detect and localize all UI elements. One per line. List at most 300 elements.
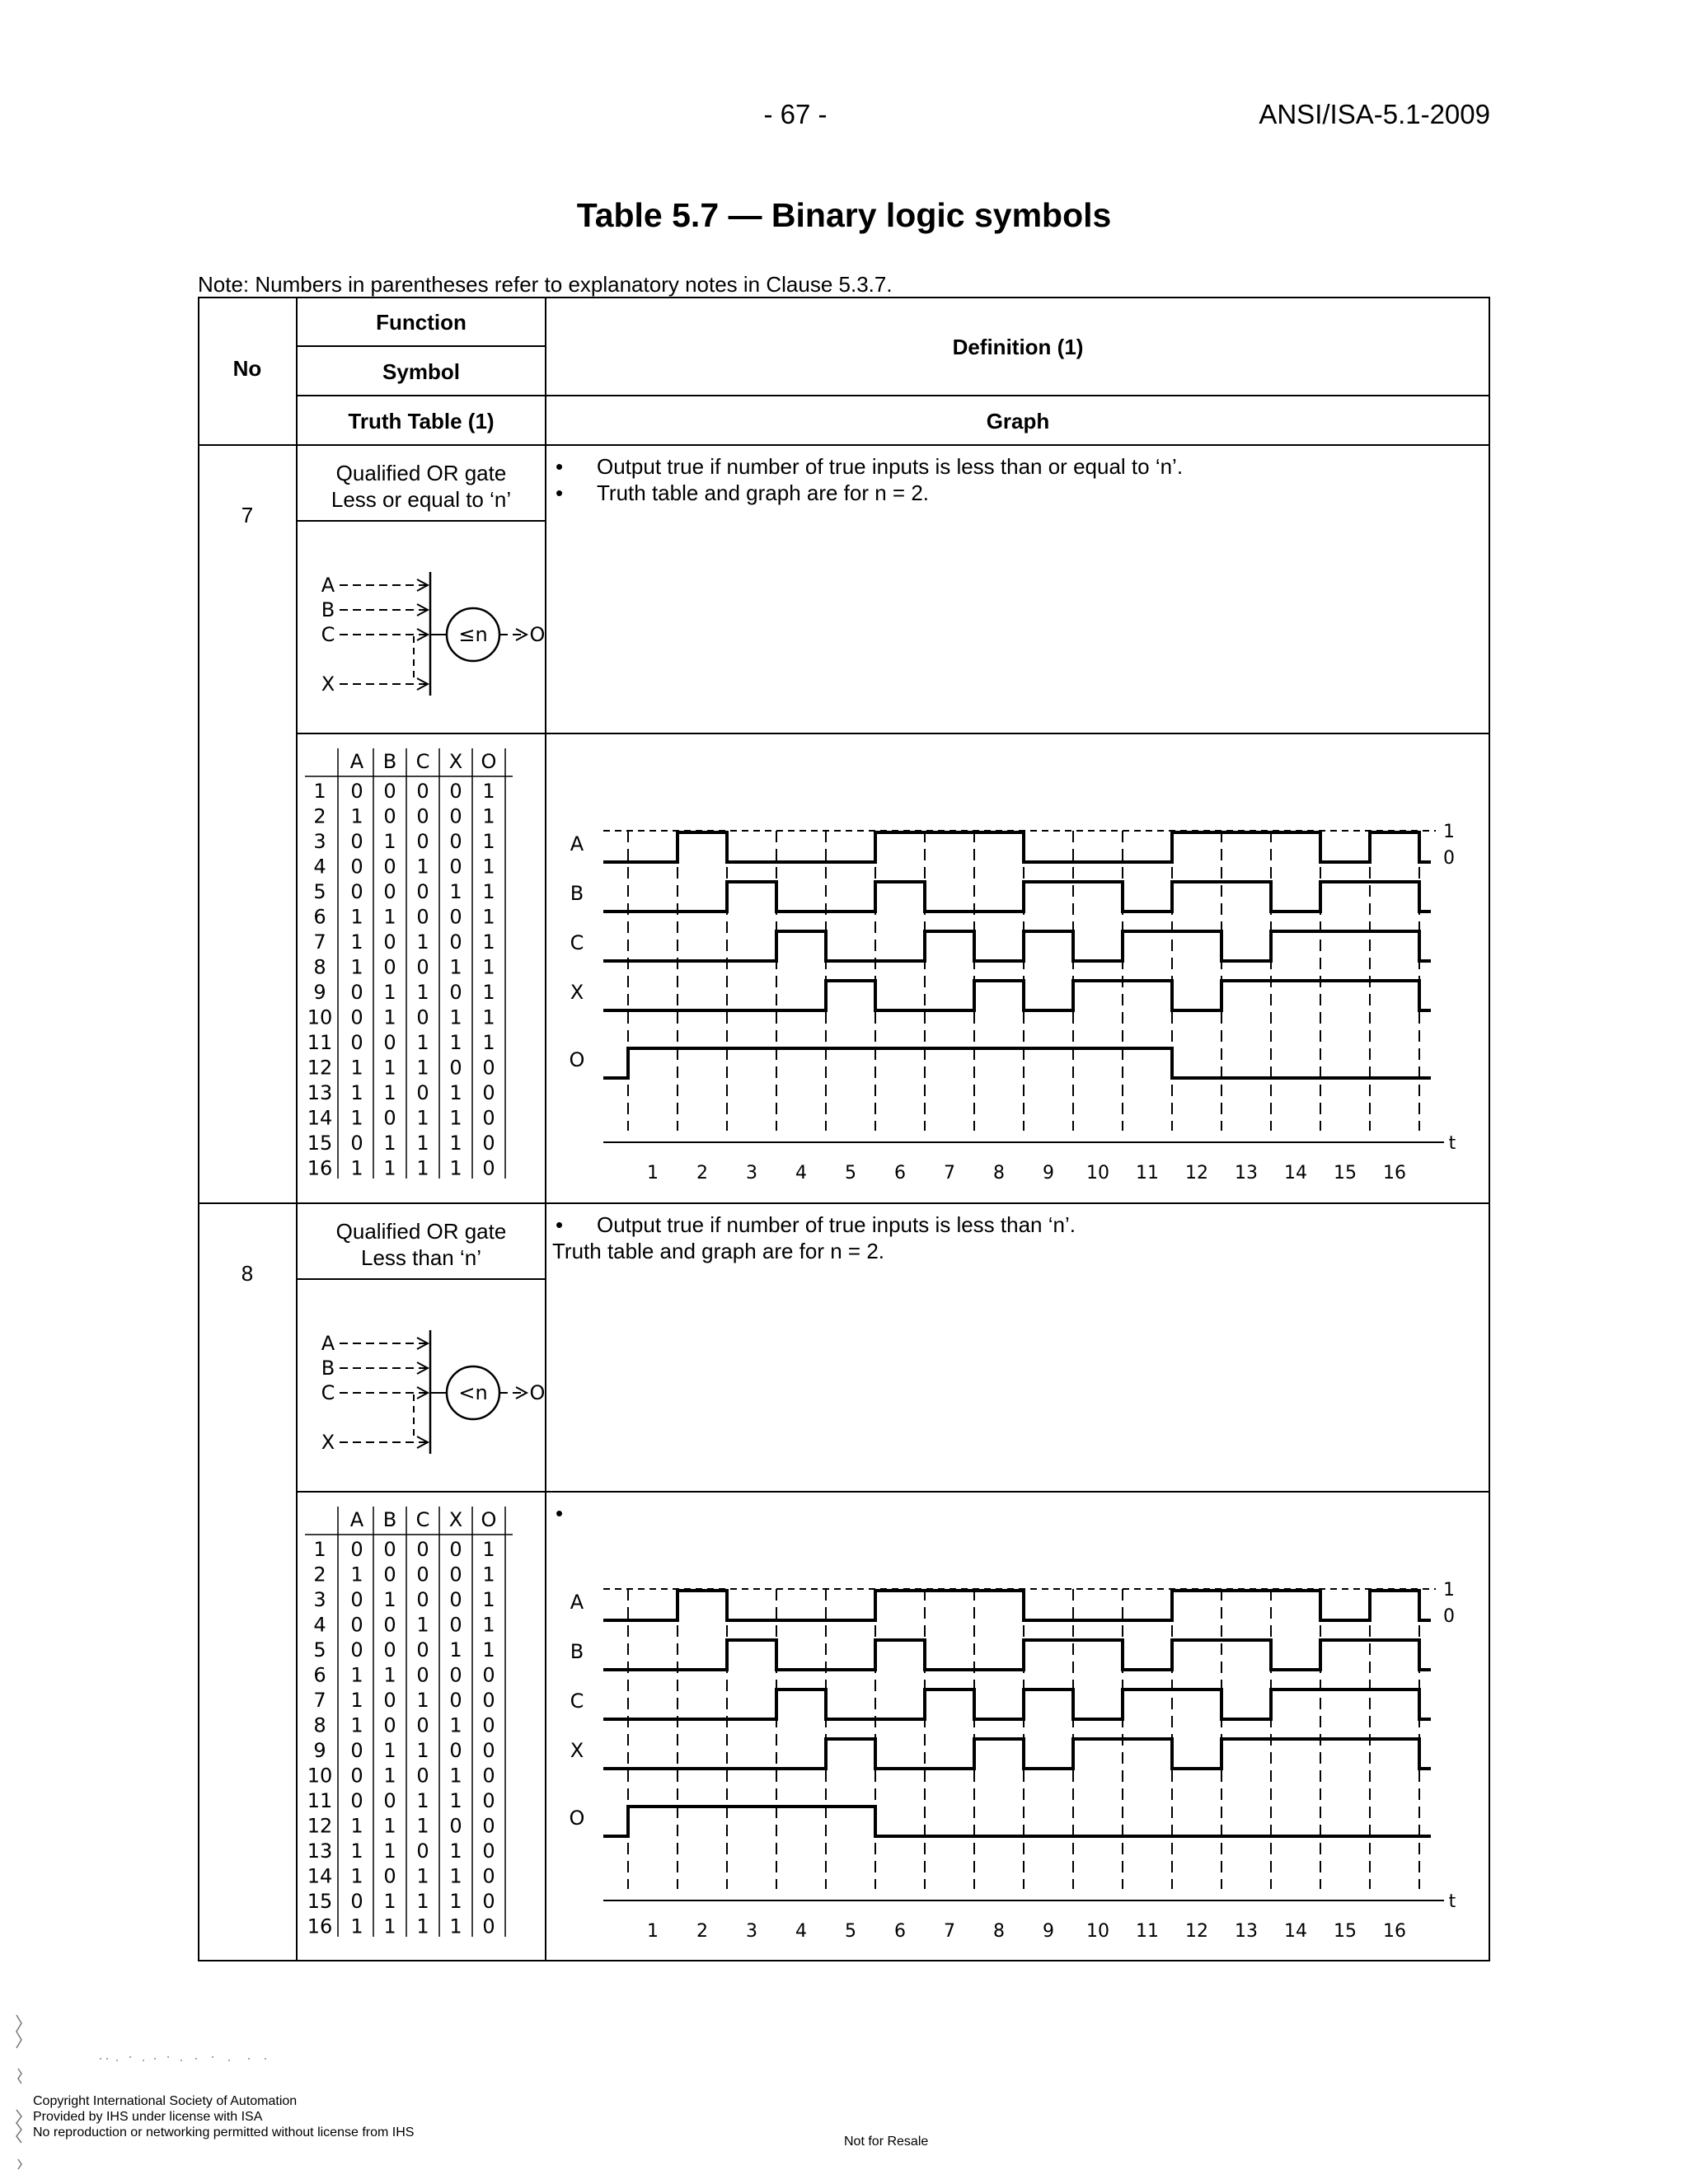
truth-cell: 0 [416,880,429,903]
truth-table [297,1492,546,1961]
truth-cell: 0 [449,855,462,879]
truth-cell: 1 [416,1739,429,1762]
truth-cell: 1 [383,1132,396,1155]
truth-cell: 1 [482,1588,495,1611]
truth-cell: 0 [416,1081,429,1104]
signal-label: B [570,1640,584,1663]
truth-cell: 0 [416,1764,429,1788]
time-step-label: 7 [944,1163,955,1183]
truth-cell: 0 [482,1106,495,1130]
truth-row-index: 6 [313,905,326,929]
output-label: O [529,1381,546,1404]
time-step-label: 4 [795,1163,807,1183]
truth-row-index: 9 [313,981,326,1004]
truth-cell: 0 [350,1588,363,1611]
truth-row-index: 2 [313,1563,326,1586]
truth-cell: 1 [383,1764,396,1788]
truth-cell: 0 [449,804,462,828]
truth-cell: 1 [383,1156,396,1180]
truth-row-index: 9 [313,1739,326,1762]
truth-cell: 0 [383,780,396,803]
truth-cell: 1 [350,955,363,979]
truth-cell: 0 [482,1689,495,1712]
time-step-label: 3 [746,1163,757,1183]
column-header-no: No [232,356,262,381]
truth-cell: 0 [383,880,396,903]
truth-cell: 1 [416,1106,429,1130]
truth-header-cell: C [415,750,430,773]
truth-header-cell: C [415,1508,430,1531]
truth-row-index: 4 [313,855,326,879]
truth-cell: 1 [449,1638,462,1661]
truth-cell: 1 [383,1081,396,1104]
truth-cell: 0 [350,830,363,853]
truth-cell: 0 [416,1538,429,1561]
truth-cell: 1 [383,1915,396,1938]
truth-cell: 1 [416,981,429,1004]
truth-cell: 1 [482,780,495,803]
truth-row-index: 12 [307,1814,333,1838]
signal-label: X [570,981,584,1004]
truth-cell: 0 [482,1132,495,1155]
truth-cell: 0 [416,905,429,929]
truth-cell: 1 [449,1132,462,1155]
definition-list [549,453,1480,506]
definition-item: • Truth table and graph are for n = 2. [549,480,1480,506]
truth-cell: 0 [383,1713,396,1737]
input-label: A [321,1332,335,1355]
time-step-label: 4 [795,1921,807,1942]
truth-row-index: 1 [313,1538,326,1561]
truth-row-index: 4 [313,1613,326,1637]
time-step-label: 14 [1284,1163,1307,1183]
truth-cell: 0 [416,1840,429,1863]
truth-cell: 0 [482,1663,495,1687]
time-step-label: 5 [845,1921,856,1942]
row-number: 8 [241,1261,254,1286]
truth-row-index: 7 [313,930,326,954]
truth-cell: 0 [383,1538,396,1561]
truth-cell: 1 [482,880,495,903]
time-step-label: 8 [993,1921,1005,1942]
time-step-label: 9 [1043,1163,1054,1183]
low-level-label: 0 [1443,848,1455,869]
truth-cell: 0 [383,1689,396,1712]
signal-label: C [570,931,584,954]
column-header-symbol: Symbol [382,359,460,384]
truth-cell: 1 [482,981,495,1004]
truth-header-cell: X [448,750,463,773]
high-level-label: 1 [1443,822,1455,842]
truth-header-cell: X [448,1508,463,1531]
binary-logic-table [198,297,1490,1961]
truth-cell: 1 [383,1739,396,1762]
truth-cell: 1 [383,1663,396,1687]
function-line: Qualified OR gate [335,1219,507,1244]
time-step-label: 3 [746,1921,757,1942]
waveform-a [603,832,1431,862]
timing-graph [546,1492,1490,1961]
truth-cell: 1 [482,830,495,853]
time-step-label: 16 [1383,1921,1406,1942]
truth-row-index: 7 [313,1689,326,1712]
truth-cell: 1 [416,1789,429,1812]
truth-table [297,733,546,1203]
truth-cell: 0 [416,1005,429,1029]
truth-cell: 1 [416,1890,429,1913]
function-line: Less or equal to ‘n’ [331,487,512,512]
waveform-b [603,1640,1431,1670]
truth-cell: 1 [416,1056,429,1080]
time-step-label: 11 [1136,1163,1159,1183]
truth-cell: 1 [449,1840,462,1863]
truth-cell: 1 [416,1031,429,1054]
truth-header-cell: B [382,1508,397,1531]
truth-cell: 1 [482,804,495,828]
truth-cell: 0 [449,930,462,954]
truth-cell: 0 [350,1031,363,1054]
truth-cell: 0 [449,1739,462,1762]
truth-row-index: 6 [313,1663,326,1687]
definition-item: • Output true if number of true inputs is less than ‘n’. [549,1212,1480,1238]
time-step-label: 16 [1383,1163,1406,1183]
input-label: B [321,598,335,621]
signal-label: A [570,1591,584,1614]
high-level-label: 1 [1443,1580,1455,1601]
truth-row-index: 10 [307,1005,333,1029]
truth-cell: 1 [350,1713,363,1737]
time-step-label: 1 [647,1921,659,1942]
truth-header-cell: O [481,750,497,773]
truth-cell: 1 [350,1689,363,1712]
truth-cell: 1 [350,1663,363,1687]
truth-cell: 1 [383,981,396,1004]
gate-operator: ≤n [458,623,488,646]
truth-cell: 0 [482,1156,495,1180]
truth-cell: 1 [449,1864,462,1888]
truth-cell: 0 [350,1005,363,1029]
time-step-label: 9 [1043,1921,1054,1942]
input-label: X [321,1431,335,1454]
truth-cell: 1 [383,905,396,929]
truth-cell: 1 [350,1864,363,1888]
graph-bullet: • [556,1501,564,1526]
truth-header-cell: A [349,750,364,773]
truth-cell: 0 [482,1890,495,1913]
truth-cell: 0 [482,1713,495,1737]
truth-cell: 0 [449,1613,462,1637]
truth-cell: 0 [449,1588,462,1611]
input-label: X [321,673,335,696]
truth-cell: 1 [482,1613,495,1637]
truth-cell: 1 [449,1713,462,1737]
time-step-label: 2 [696,1921,708,1942]
truth-cell: 1 [350,1081,363,1104]
truth-cell: 1 [482,1538,495,1561]
time-step-label: 10 [1086,1921,1109,1942]
truth-cell: 0 [383,955,396,979]
truth-row-index: 8 [313,955,326,979]
truth-cell: 1 [416,1915,429,1938]
truth-cell: 0 [449,1663,462,1687]
input-label: C [321,1381,335,1404]
truth-cell: 0 [482,1764,495,1788]
signal-label: A [570,832,584,855]
truth-cell: 1 [449,1031,462,1054]
truth-cell: 1 [482,930,495,954]
truth-cell: 1 [416,1132,429,1155]
truth-cell: 0 [482,1840,495,1863]
truth-cell: 1 [383,1588,396,1611]
truth-cell: 0 [350,1764,363,1788]
truth-cell: 0 [350,1132,363,1155]
truth-cell: 1 [350,1563,363,1586]
truth-row-index: 3 [313,1588,326,1611]
truth-cell: 1 [350,1056,363,1080]
truth-cell: 1 [383,1890,396,1913]
low-level-label: 0 [1443,1606,1455,1627]
truth-cell: 1 [482,1563,495,1586]
time-step-label: 13 [1235,1921,1258,1942]
not-for-resale: Not for Resale [844,2135,929,2149]
time-axis-label: t [1448,1891,1456,1912]
function-name [297,1218,546,1271]
truth-cell: 1 [350,930,363,954]
time-step-label: 1 [647,1163,659,1183]
truth-cell: 0 [449,1563,462,1586]
truth-cell: 1 [416,1689,429,1712]
truth-cell: 0 [449,905,462,929]
truth-cell: 0 [350,880,363,903]
table-note: Note: Numbers in parentheses refer to explanatory notes in Clause 5.3.7. [198,272,893,297]
truth-cell: 0 [350,1638,363,1661]
time-step-label: 11 [1136,1921,1159,1942]
truth-row-index: 14 [307,1864,333,1888]
time-step-label: 6 [894,1163,906,1183]
time-axis-label: t [1448,1133,1456,1154]
truth-cell: 0 [416,780,429,803]
truth-cell: 1 [383,1005,396,1029]
truth-cell: 0 [449,780,462,803]
truth-cell: 1 [416,855,429,879]
truth-cell: 0 [350,1739,363,1762]
truth-cell: 0 [383,1613,396,1637]
truth-cell: 1 [449,1764,462,1788]
truth-cell: 0 [350,855,363,879]
truth-cell: 1 [383,1814,396,1838]
definition-plain-line: Truth table and graph are for n = 2. [552,1239,885,1263]
time-step-label: 12 [1185,1921,1208,1942]
truth-cell: 1 [416,1864,429,1888]
truth-cell: 1 [350,1106,363,1130]
truth-row-index: 2 [313,804,326,828]
truth-cell: 0 [383,1563,396,1586]
truth-row-index: 11 [307,1031,333,1054]
scan-noise [97,2054,279,2064]
truth-cell: 0 [383,1789,396,1812]
gate-operator: <n [458,1381,488,1404]
truth-cell: 1 [416,1156,429,1180]
standard-id: ANSI/ISA-5.1-2009 [1259,99,1490,129]
function-name [297,460,546,513]
truth-cell: 1 [383,830,396,853]
truth-cell: 1 [449,880,462,903]
edge-watermark [10,2011,28,2176]
truth-cell: 1 [383,1056,396,1080]
column-header-graph: Graph [986,409,1050,434]
truth-cell: 0 [383,1864,396,1888]
time-step-label: 8 [993,1163,1005,1183]
time-step-label: 15 [1334,1163,1357,1183]
time-step-label: 7 [944,1921,955,1942]
truth-cell: 1 [416,930,429,954]
definition-list [549,1212,1480,1238]
truth-cell: 1 [449,955,462,979]
output-label: O [529,623,546,646]
truth-cell: 0 [449,1538,462,1561]
truth-cell: 0 [416,830,429,853]
truth-cell: 0 [350,1613,363,1637]
function-line: Qualified OR gate [335,461,507,485]
column-header-function: Function [376,310,467,335]
signal-label: O [569,1807,585,1830]
truth-cell: 0 [482,1081,495,1104]
truth-cell: 0 [482,1789,495,1812]
input-label: B [321,1357,335,1380]
truth-cell: 0 [482,1056,495,1080]
truth-cell: 0 [350,1890,363,1913]
function-line: Less than ‘n’ [361,1245,481,1270]
truth-row-index: 15 [307,1132,333,1155]
truth-row-index: 12 [307,1056,333,1080]
waveform-a [603,1591,1431,1620]
truth-cell: 1 [482,1005,495,1029]
truth-cell: 0 [416,955,429,979]
truth-row-index: 13 [307,1840,333,1863]
time-step-label: 14 [1284,1921,1307,1942]
truth-cell: 0 [416,1713,429,1737]
truth-cell: 1 [449,1915,462,1938]
column-header-definition: Definition (1) [952,335,1084,359]
truth-cell: 0 [449,1056,462,1080]
truth-cell: 0 [449,1814,462,1838]
signal-label: X [570,1739,584,1762]
truth-header-cell: B [382,750,397,773]
time-step-label: 2 [696,1163,708,1183]
waveform-b [603,882,1431,912]
truth-cell: 0 [383,855,396,879]
truth-cell: 1 [350,905,363,929]
copyright-line: No reproduction or networking permitted without license from IHS [33,2125,415,2139]
truth-cell: 1 [482,955,495,979]
truth-cell: 1 [416,1814,429,1838]
time-step-label: 10 [1086,1163,1109,1183]
definition-item: • Output true if number of true inputs is less than or equal to ‘n’. [549,453,1480,480]
truth-cell: 0 [416,804,429,828]
truth-cell: 1 [482,1638,495,1661]
truth-cell: 1 [449,1890,462,1913]
truth-cell: 1 [449,1156,462,1180]
truth-cell: 1 [449,1106,462,1130]
truth-row-index: 15 [307,1890,333,1913]
truth-cell: 0 [449,1689,462,1712]
truth-cell: 0 [383,930,396,954]
time-step-label: 13 [1235,1163,1258,1183]
input-label: A [321,574,335,597]
truth-row-index: 16 [307,1915,333,1938]
timing-graph [546,733,1490,1203]
copyright-notice [33,2093,414,2140]
truth-cell: 1 [482,1031,495,1054]
truth-cell: 1 [482,905,495,929]
truth-cell: 0 [350,1538,363,1561]
truth-cell: 0 [383,1031,396,1054]
truth-row-index: 5 [313,1638,326,1661]
truth-cell: 1 [350,1156,363,1180]
truth-row-index: 3 [313,830,326,853]
truth-cell: 1 [350,1915,363,1938]
truth-cell: 1 [416,1613,429,1637]
truth-cell: 0 [350,780,363,803]
truth-cell: 1 [350,1814,363,1838]
truth-cell: 1 [449,1005,462,1029]
input-label: C [321,623,335,646]
truth-row-index: 1 [313,780,326,803]
time-step-label: 15 [1334,1921,1357,1942]
signal-label: B [570,882,584,905]
truth-cell: 0 [449,981,462,1004]
truth-cell: 0 [350,981,363,1004]
truth-cell: 0 [416,1563,429,1586]
qualified-or-symbol [297,521,546,733]
time-step-label: 5 [845,1163,856,1183]
truth-row-index: 8 [313,1713,326,1737]
truth-cell: 0 [482,1739,495,1762]
truth-cell: 0 [416,1588,429,1611]
truth-row-index: 5 [313,880,326,903]
page-number: - 67 - [763,99,828,129]
truth-cell: 0 [482,1814,495,1838]
truth-cell: 0 [482,1864,495,1888]
truth-header-cell: O [481,1508,497,1531]
truth-cell: 0 [383,1106,396,1130]
truth-cell: 1 [383,1840,396,1863]
truth-cell: 0 [449,830,462,853]
column-header-truth-table: Truth Table (1) [348,409,495,434]
truth-cell: 1 [449,1789,462,1812]
truth-cell: 1 [482,855,495,879]
truth-cell: 0 [482,1915,495,1938]
copyright-line: Provided by IHS under license with ISA [33,2110,263,2124]
table-title: Table 5.7 — Binary logic symbols [576,196,1112,234]
truth-cell: 1 [350,804,363,828]
truth-row-index: 13 [307,1081,333,1104]
truth-cell: 0 [350,1789,363,1812]
truth-row-index: 11 [307,1789,333,1812]
truth-cell: 0 [416,1663,429,1687]
truth-header-cell: A [349,1508,364,1531]
truth-row-index: 16 [307,1156,333,1180]
truth-cell: 0 [383,1638,396,1661]
truth-cell: 1 [350,1840,363,1863]
truth-cell: 0 [416,1638,429,1661]
truth-row-index: 14 [307,1106,333,1130]
copyright-line: Copyright International Society of Automation [33,2094,298,2108]
row-number: 7 [241,503,254,527]
truth-cell: 1 [449,1081,462,1104]
signal-label: O [569,1048,585,1071]
truth-cell: 0 [383,804,396,828]
